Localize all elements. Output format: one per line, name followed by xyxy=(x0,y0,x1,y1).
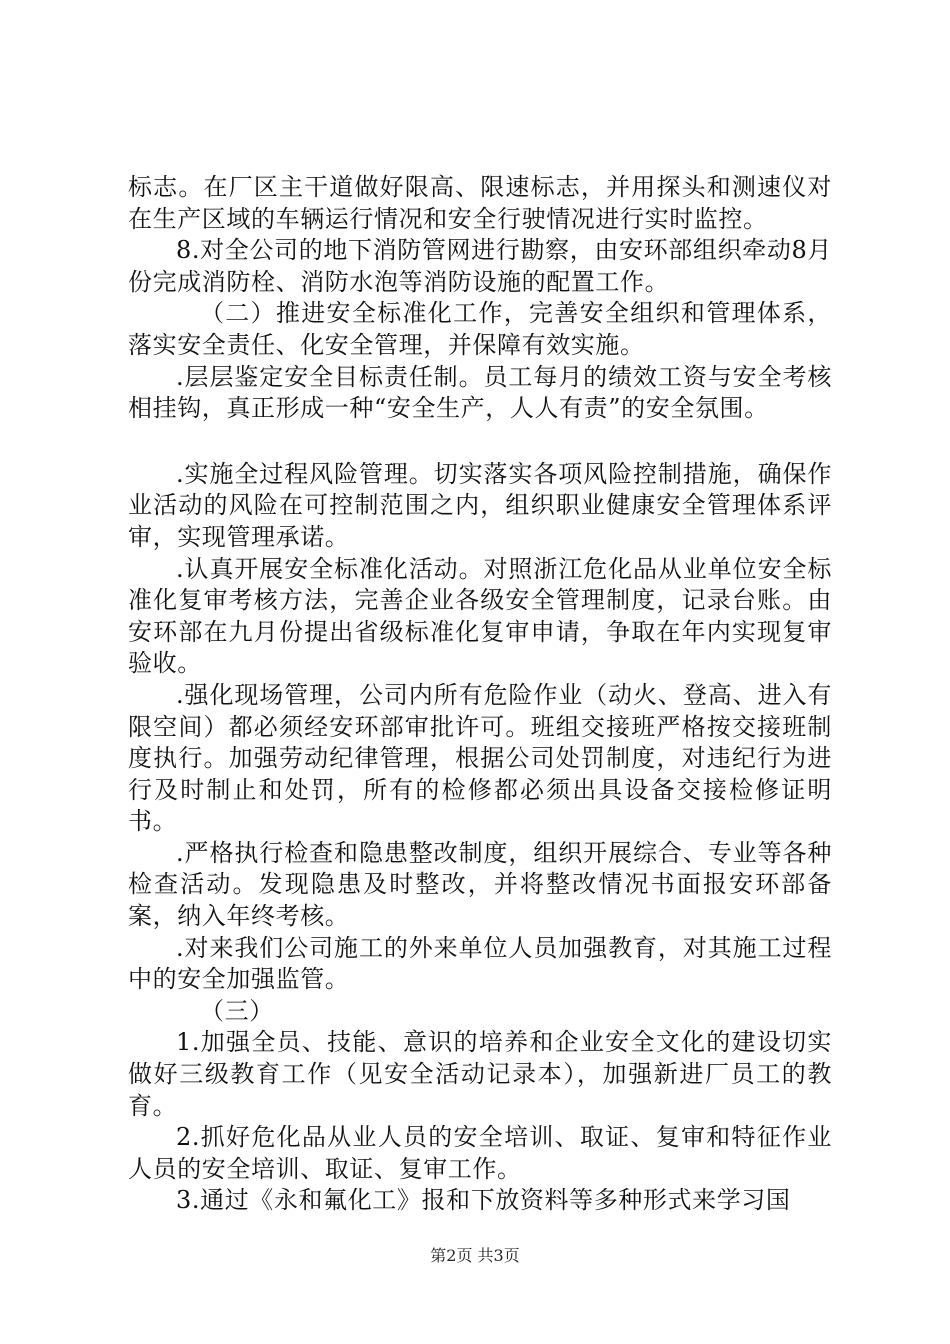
section-heading-2: （二）推进安全标准化工作，完善安全组织和管理体系，落实安全责任、化安全管理，并保障有效实施。 xyxy=(128,299,832,359)
paragraph-7: .严格执行检查和隐患整改制度，组织开展综合、专业等各种检查活动。发现隐患及时整改，并将整改情况书面报安环部备案，纳入年终考核。 xyxy=(128,838,832,931)
paragraph-11: 3.通过《永和氟化工》报和下放资料等多种形式来学习国 xyxy=(176,1186,791,1215)
document-body xyxy=(128,172,832,1217)
paragraph-6: .强化现场管理，公司内所有危险作业（动火、登高、进入有限空间）都必须经安环部审批许可。班组交接班严格按交接班制度执行。加强劳动纪律管理，根据公司处罚制度，对违纪行为进行及时制止和处罚，所有的检修都必须出具设备交接检修证明书。 xyxy=(128,680,832,836)
paragraph-8: .对来我们公司施工的外来单位人员加强教育，对其施工过程中的安全加强监管。 xyxy=(128,933,832,994)
paragraph-9: 1.加强全员、技能、意识的培养和企业安全文化的建设切实做好三级教育工作（见安全活动记录本），加强新进厂员工的教育。 xyxy=(128,1028,832,1120)
paragraph-2: 8.对全公司的地下消防管网进行勘察，由安环部组织牵动8月份完成消防栓、消防水泡等消防设施的配置工作。 xyxy=(128,236,832,296)
paragraph-5: .认真开展安全标准化活动。对照浙江危化品从业单位安全标准化复审考核方法，完善企业各级安全管理制度，记录台账。由安环部在九月份提出省级标准化复审申请，争取在年内实现复审验收。 xyxy=(128,554,832,678)
page-footer: 第2页 共3页 xyxy=(430,1246,520,1265)
paragraph-1: 标志。在厂区主干道做好限高、限速标志，并用探头和测速仪对在生产区域的车辆运行情况和安全行驶情况进行实时监控。 xyxy=(128,173,832,233)
section-heading-3: （三） xyxy=(200,996,274,1025)
paragraph-10: 2.抓好危化品从业人员的安全培训、取证、复审和特征作业人员的安全培训、取证、复审工作。 xyxy=(128,1123,832,1183)
paragraph-3: .层层鉴定安全目标责任制。员工每月的绩效工资与安全考核相挂钩，真正形成一种“安全生产，人人有责”的安全氛围。 xyxy=(128,362,832,423)
paragraph-4: .实施全过程风险管理。切实落实各项风险控制措施，确保作业活动的风险在可控制范围之内，组织职业健康安全管理体系评审，实现管理承诺。 xyxy=(128,459,832,551)
